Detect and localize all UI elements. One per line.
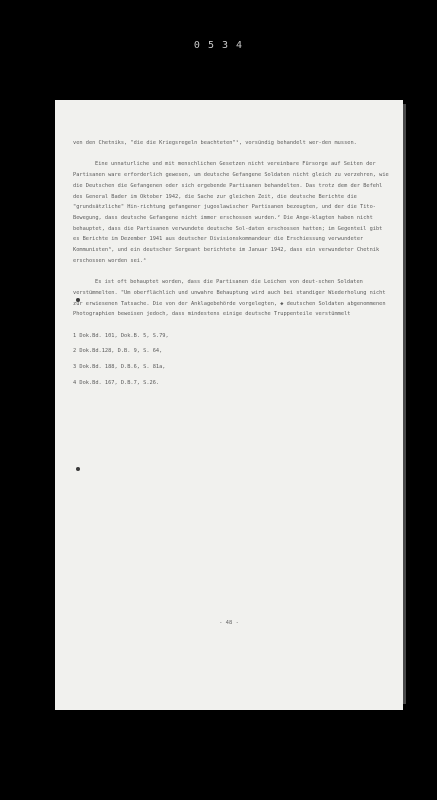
page-number: - 48 - (219, 620, 239, 626)
paragraph: Es ist oft behauptet worden, dass die Partisanen die Leichen von deut-schen Soldaten verstümmelten. "Um oberflächlich und unwahre Behauptung wird auch bei standiger Wiederholung nicht zur erwiesenen Tatsache. Die von der Anklagebehörde vorgelegten, ◆ deutschen Soldaten abgenommenen Photographien beweisen jedoch, dass mindestens einige deutsche Truppenteile verstümmelt (73, 279, 386, 318)
footnote: 2 Dok.Bd.128, D.B. 9, S. 64, (73, 348, 163, 355)
footnote: 4 Dok.Bd. 167, D.B.7, S.26. (73, 379, 160, 386)
document-text (73, 138, 391, 393)
paragraph: Eine unnaturliche und mit menschlichen Gesetzen nicht vereinbare Fürsorge auf Seiten der Partisanen ware erforderlich gewesen, um deutsche Gefangene Soldaten nicht gleich zu verzehren, wie die Deutschen die Gefangenen oder sich ergebende Partisanen behandelten. Das trotz dem der Befehl des General Bader im Oktober 1942, die Sache zur gleichen Zeit, die deutsche Berichte die "grundsätzliche" Hin-richtung gefangener jugoslawischer Partisanen bezeugten, und der die Tito-Bewegung, dass deutsche Gefangene nicht immer erschossen wurden.² Die Ange-klagten haben nicht behauptet, dass die Partisanen verwundete deutsche Sol-daten erschossen hatten; im Gegenteil gibt es Berichte im Dezember 1941 aus deutscher Divisionskommandeur die Erschiessung verwundeter Kommunisten³, und ein deutscher Sergeant berichtete im Januar 1942, dass ein verwundeter Chetnik erschossen worden sei.⁴ (73, 161, 389, 264)
microfilm-frame-number: 0 5 3 4 (193, 40, 244, 51)
paragraph: ven den Chetniks, "die die Kriegsregeln beachteten"¹, vorsündig behandelt wer-den mussen. (73, 140, 357, 146)
footnote: 1 Dok.Bd. 101, Dok.B. 5, S.79, (73, 332, 169, 339)
footnotes (73, 331, 391, 389)
punch-hole (76, 467, 80, 471)
footnote: 3 Dok.Bd. 188, D.B.6, S. 81a, (73, 364, 166, 371)
document-page (55, 100, 403, 710)
